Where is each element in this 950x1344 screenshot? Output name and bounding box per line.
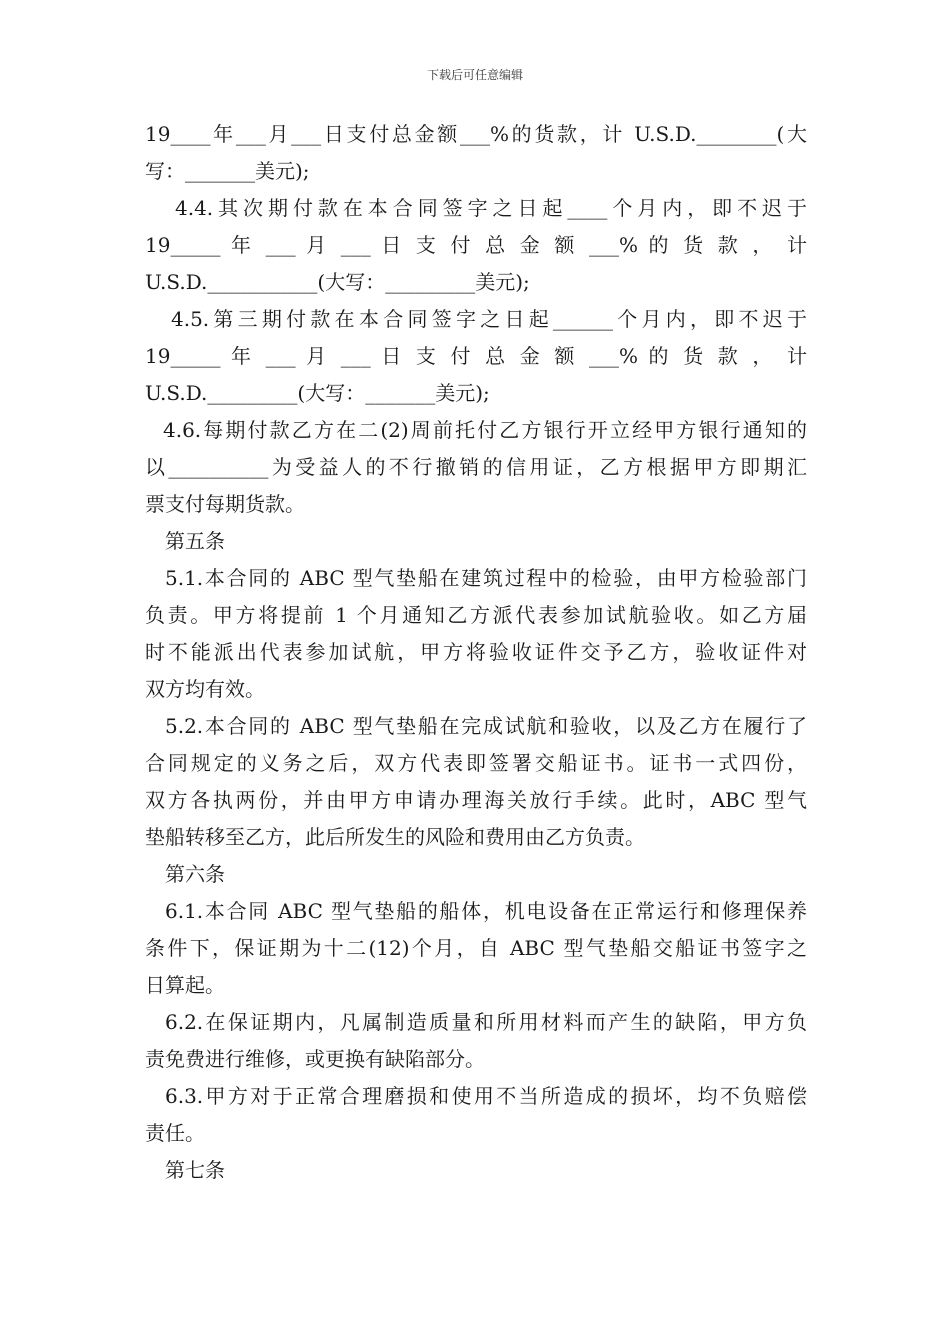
clause-6-3: 6.3.甲方对于正常合理磨损和使用不当所造成的损坏，均不负赔偿 xyxy=(165,1084,807,1108)
clause-5-1: 5.1.本合同的 ABC 型气垫船在建筑过程中的检验，由甲方检验部门 xyxy=(165,566,807,590)
clause-4-5: 4.5.第三期付款在本合同签字之日起______个月内，即不迟于 xyxy=(171,307,807,331)
clause-4-4: 4.4.其次期付款在本合同签字之日起____个月内，即不迟于 xyxy=(175,196,807,220)
document-body xyxy=(145,116,807,1189)
paragraph-line: 写：_______美元); xyxy=(145,159,310,183)
paragraph-line: 责免费进行维修，或更换有缺陷部分。 xyxy=(145,1047,485,1071)
clause-4-6: 4.6.每期付款乙方在二(2)周前托付乙方银行开立经甲方银行通知的 xyxy=(163,418,807,442)
paragraph-line: 以__________为受益人的不行撤销的信用证，乙方根据甲方即期汇 xyxy=(145,455,807,479)
article-heading-5: 第五条 xyxy=(165,529,225,553)
clause-5-2: 5.2.本合同的 ABC 型气垫船在完成试航和验收，以及乙方在履行了 xyxy=(165,714,807,738)
paragraph-line: U.S.D.___________(大写：_________美元); xyxy=(145,270,530,294)
paragraph-line: 合同规定的义务之后，双方代表即签署交船证书。证书一式四份， xyxy=(145,751,807,775)
paragraph-line: 19____年___月___日支付总金额___%的货款，计 U.S.D.________(大 xyxy=(145,122,807,146)
paragraph-line: 时不能派出代表参加试航，甲方将验收证件交予乙方，验收证件对 xyxy=(145,640,807,664)
paragraph-line: U.S.D._________(大写：_______美元); xyxy=(145,381,490,405)
clause-6-1: 6.1.本合同 ABC 型气垫船的船体，机电设备在正常运行和修理保养 xyxy=(165,899,807,923)
page-header: 下载后可任意编辑 xyxy=(426,68,523,82)
clause-6-2: 6.2.在保证期内，凡属制造质量和所用材料而产生的缺陷，甲方负 xyxy=(165,1010,807,1034)
article-heading-7: 第七条 xyxy=(165,1158,225,1182)
paragraph-line: 双方均有效。 xyxy=(145,677,265,701)
paragraph-line: 19_____ 年 ___ 月 ___ 日 支 付 总 金 额 ___% 的 货 款 ， 计 xyxy=(145,344,807,368)
article-heading-6: 第六条 xyxy=(165,862,225,886)
paragraph-line: 票支付每期货款。 xyxy=(145,492,305,516)
paragraph-line: 垫船转移至乙方，此后所发生的风险和费用由乙方负责。 xyxy=(145,825,645,849)
paragraph-line: 条件下，保证期为十二(12)个月，自 ABC 型气垫船交船证书签字之 xyxy=(145,936,807,960)
paragraph-line: 负责。甲方将提前 1 个月通知乙方派代表参加试航验收。如乙方届 xyxy=(145,603,807,627)
paragraph-line: 责任。 xyxy=(145,1121,205,1145)
paragraph-line: 日算起。 xyxy=(145,973,225,997)
paragraph-line: 19_____ 年 ___ 月 ___ 日 支 付 总 金 额 ___% 的 货 款 ， 计 xyxy=(145,233,807,257)
paragraph-line: 双方各执两份，并由甲方申请办理海关放行手续。此时，ABC 型气 xyxy=(145,788,807,812)
